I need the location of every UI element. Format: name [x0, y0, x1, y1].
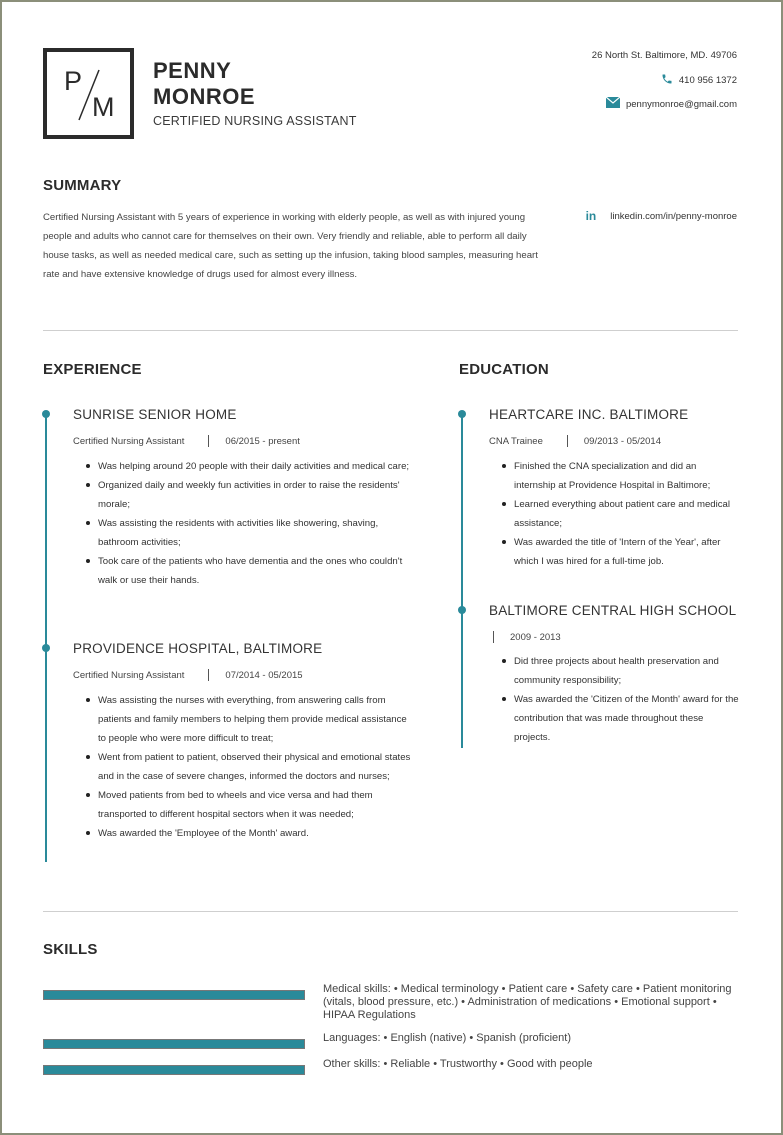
job-meta — [73, 669, 303, 681]
list-item: Was awarded the title of 'Intern of the Year', after which I was hired for a full-time job. — [500, 533, 740, 571]
list-item: Learned everything about patient care and medical assistance; — [500, 495, 740, 533]
skill-level-bar — [43, 1065, 305, 1075]
list-item: Was helping around 20 people with their daily activities and medical care; — [84, 457, 414, 476]
candidate-name — [153, 58, 255, 110]
school-bullets — [500, 457, 740, 571]
school-name: BALTIMORE CENTRAL HIGH SCHOOL — [489, 603, 737, 618]
list-item: Was awarded the 'Citizen of the Month' award for the contribution that was made throughout these projects. — [500, 690, 740, 747]
meta-separator — [208, 435, 209, 447]
divider-skills — [43, 911, 738, 912]
envelope-icon — [606, 97, 620, 111]
job-bullets — [84, 457, 414, 590]
skill-level-bar — [43, 1039, 305, 1049]
school-dates: 09/2013 - 05/2014 — [583, 435, 661, 447]
skill-languages: Languages: • English (native) • Spanish (proficient) — [323, 1032, 572, 1044]
job-meta — [73, 435, 300, 447]
list-item: Was assisting the nurses with everything, from answering calls from patients and family members to helping them provide medical assistance to people who were more difficult to treat; — [84, 691, 414, 748]
job-bullets — [84, 691, 414, 843]
job-employer: PROVIDENCE HOSPITAL, BALTIMORE — [73, 641, 323, 656]
meta-separator — [208, 669, 209, 681]
timeline-dot — [458, 410, 466, 418]
contact-linkedin — [586, 209, 737, 223]
monogram-logo — [43, 48, 134, 139]
summary-heading: SUMMARY — [43, 177, 122, 194]
skill-other: Other skills: • Reliable • Trustworthy • Good with people — [323, 1058, 593, 1070]
experience-heading: EXPERIENCE — [43, 361, 142, 378]
list-item: Was awarded the 'Employee of the Month' award. — [84, 824, 414, 843]
contact-phone — [661, 73, 737, 88]
job-dates: 06/2015 - present — [225, 435, 300, 447]
monogram-last-letter: M — [92, 92, 115, 122]
list-item: Did three projects about health preservation and community responsibility; — [500, 652, 740, 690]
list-item: Took care of the patients who have dementia and the ones who couldn't walk or use their hands. — [84, 552, 414, 590]
timeline-dot — [458, 606, 466, 614]
job-employer: SUNRISE SENIOR HOME — [73, 407, 237, 422]
monogram-first-letter: P — [64, 66, 83, 96]
list-item: Finished the CNA specialization and did an internship at Providence Hospital in Baltimore; — [500, 457, 740, 495]
phone-text[interactable]: 410 956 1372 — [678, 75, 737, 86]
school-meta — [489, 631, 561, 643]
last-name: MONROE — [153, 84, 255, 109]
skills-heading: SKILLS — [43, 941, 98, 958]
email-text[interactable]: pennymonroe@gmail.com — [625, 98, 737, 110]
phone-icon — [661, 73, 673, 88]
timeline-dot — [42, 644, 50, 652]
address-text: 26 North St. Baltimore, MD. 49706 — [591, 50, 737, 61]
linkedin-icon: in — [585, 209, 597, 223]
list-item: Organized daily and weekly fun activities in order to raise the residents' morale; — [84, 476, 414, 514]
school-dates: 2009 - 2013 — [510, 631, 561, 643]
education-heading: EDUCATION — [459, 361, 549, 378]
monogram-slash — [47, 52, 130, 135]
summary-text: Certified Nursing Assistant with 5 years of experience in working with elderly people, as well as with injured young people and adults who cannot care for themselves on their own. Very friendly and reliable, able to perform all daily house tasks, as well as needed medical care, such as setting up the infusion, taking blood samples, measuring heart rate and have extensive knowledge of drugs used for almost every illness. — [43, 212, 538, 280]
job-role: CERTIFIED NURSING ASSISTANT — [153, 114, 357, 128]
skill-level-bar — [43, 990, 305, 1000]
education-timeline — [461, 414, 463, 748]
timeline-dot — [42, 410, 50, 418]
list-item: Moved patients from bed to wheels and vice versa and had them transported to different hospital sectors when it was needed; — [84, 786, 414, 824]
contact-email — [606, 97, 737, 111]
school-name: HEARTCARE INC. BALTIMORE — [489, 407, 689, 422]
list-item: Went from patient to patient, observed their physical and emotional states and in the case of severe changes, informed the doctors and nurses; — [84, 748, 414, 786]
school-program: CNA Trainee — [489, 435, 543, 447]
skill-medical: Medical skills: • Medical terminology • Patient care • Safety care • Patient monitoring (vitals, blood pressure, etc.) • Administration of medications • Emotional support • HIPAA Regulations — [323, 983, 732, 1021]
first-name: PENNY — [153, 58, 232, 83]
job-dates: 07/2014 - 05/2015 — [225, 669, 303, 681]
contact-address — [592, 50, 737, 61]
meta-separator — [493, 631, 494, 643]
job-position: Certified Nursing Assistant — [73, 435, 185, 447]
school-bullets — [500, 652, 740, 747]
meta-separator — [567, 435, 568, 447]
experience-timeline — [45, 414, 47, 862]
list-item: Was assisting the residents with activities like showering, shaving, bathroom activities; — [84, 514, 414, 552]
divider-summary — [43, 330, 738, 331]
school-meta — [489, 435, 661, 447]
job-position: Certified Nursing Assistant — [73, 669, 185, 681]
linkedin-text[interactable]: linkedin.com/in/penny-monroe — [610, 210, 737, 222]
